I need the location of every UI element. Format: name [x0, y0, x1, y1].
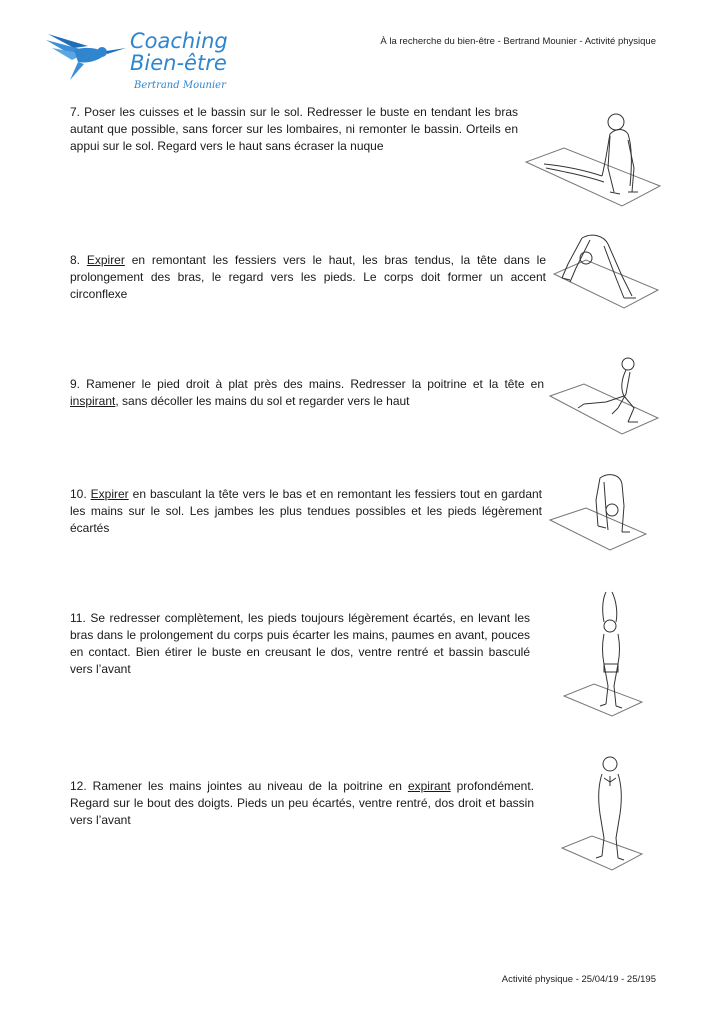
cobra-pose-illustration	[524, 106, 664, 210]
breath-keyword: Expirer	[86, 253, 125, 267]
logo	[44, 22, 264, 102]
step-8	[70, 252, 546, 303]
step-text: 11. Se redresser complètement, les pieds toujours légèrement écartés, en levant les bras dans le prolongement du corps puis écarter les mains, paumes en avant, pouces en contact. Bien étirer le buste en creusant le dos, ventre rentré et bassin basculé vers l’avant	[70, 611, 530, 676]
step-text: 8. Expirer en remontant les fessiers vers le haut, les bras tendus, la tête dans le prolongement des bras, le regard vers les pieds. Le corps doit former un accent circonflexe	[70, 253, 547, 301]
step-12	[70, 778, 534, 829]
logo-subtitle: Bertrand Mounier	[134, 80, 226, 91]
step-text: 7. Poser les cuisses et le bassin sur le sol. Redresser le buste en tendant les bras autant que possible, sans forcer sur les lombaires, ni remonter le bassin. Orteils en appui sur le sol. Regard vers le haut sans écraser la nuque	[70, 105, 518, 153]
breath-keyword: expirant	[407, 779, 451, 793]
step-7	[70, 104, 518, 155]
step-11	[70, 610, 530, 678]
forward-fold-pose-illustration	[548, 470, 650, 554]
step-text: 12. Ramener les mains jointes au niveau de la poitrine en expirant profondément. Regard sur le bout des doigts. Pieds un peu écartés, ventre rentré, dos droit et bassin vers l’avant	[70, 779, 535, 827]
logo-title-line2: Bien-être	[130, 51, 227, 75]
page-footer: Activité physique - 25/04/19 - 25/195	[501, 974, 656, 985]
prayer-standing-pose-illustration	[560, 752, 646, 874]
step-text: 9. Ramener le pied droit à plat près des mains. Redresser la poitrine et la tête en inspirant, sans décoller les mains du sol et regarder vers le haut	[70, 377, 544, 408]
running-header: À la recherche du bien-être - Bertrand Mounier - Activité physique	[380, 36, 656, 47]
breath-keyword: inspirant	[70, 394, 116, 408]
step-10	[70, 486, 542, 537]
lunge-pose-illustration	[548, 352, 662, 436]
breath-keyword: Expirer	[90, 487, 129, 501]
logo-title-line1: Coaching	[130, 29, 228, 53]
step-9	[70, 376, 544, 410]
arms-raised-standing-pose-illustration	[562, 590, 646, 724]
downward-dog-pose-illustration	[552, 230, 662, 310]
hummingbird-icon	[44, 28, 128, 84]
step-text: 10. Expirer en basculant la tête vers le bas et en remontant les fessiers tout en gardant les mains sur le sol. Les jambes les plus tendues possibles et les pieds légèrement écartés	[70, 487, 542, 535]
